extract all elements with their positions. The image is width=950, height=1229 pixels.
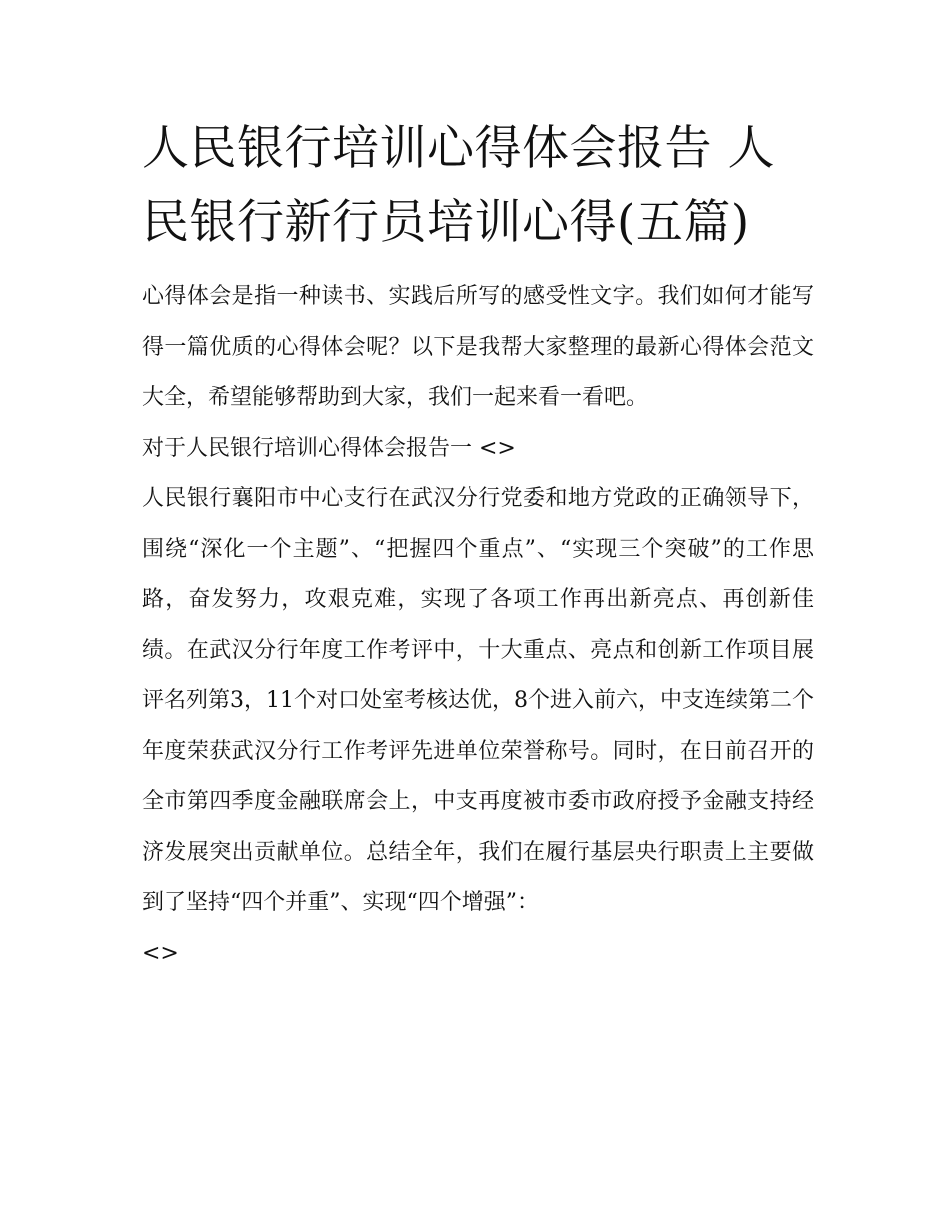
document-title: 人民银行培训心得体会报告 人民银行新行员培训心得(五篇) [142, 121, 775, 250]
trailing-marker: <> [142, 940, 179, 966]
intro-paragraph: 心得体会是指一种读书、实践后所写的感受性文字。我们如何才能写得一篇优质的心得体会呢？以下是我帮大家整理的最新心得体会范文大全，希望能够帮助到大家，我们一起来看一看吧。 [142, 284, 814, 410]
document-body [142, 272, 814, 979]
section-heading: 对于人民银行培训心得体会报告一 <> [142, 435, 516, 461]
document-content [142, 112, 814, 979]
body-paragraph: 人民银行襄阳市中心支行在武汉分行党委和地方党政的正确领导下，围绕“深化一个主题”、“把握四个重点”、“实现三个突破”的工作思路，奋发努力，攻艰克难，实现了各项工作再出新亮点、再创新佳绩。在武汉分行年度工作考评中，十大重点、亮点和创新工作项目展评名列第3，11个对口处室考核达优，8个进入前六，中支连续第二个年度荣获武汉分行工作考评先进单位荣誉称号。同时，在日前召开的全市第四季度金融联席会上，中支再度被市委市政府授予金融支持经济发展突出贡献单位。总结全年，我们在履行基层央行职责上主要做到了坚持“四个并重”、实现“四个增强”： [142, 486, 814, 915]
